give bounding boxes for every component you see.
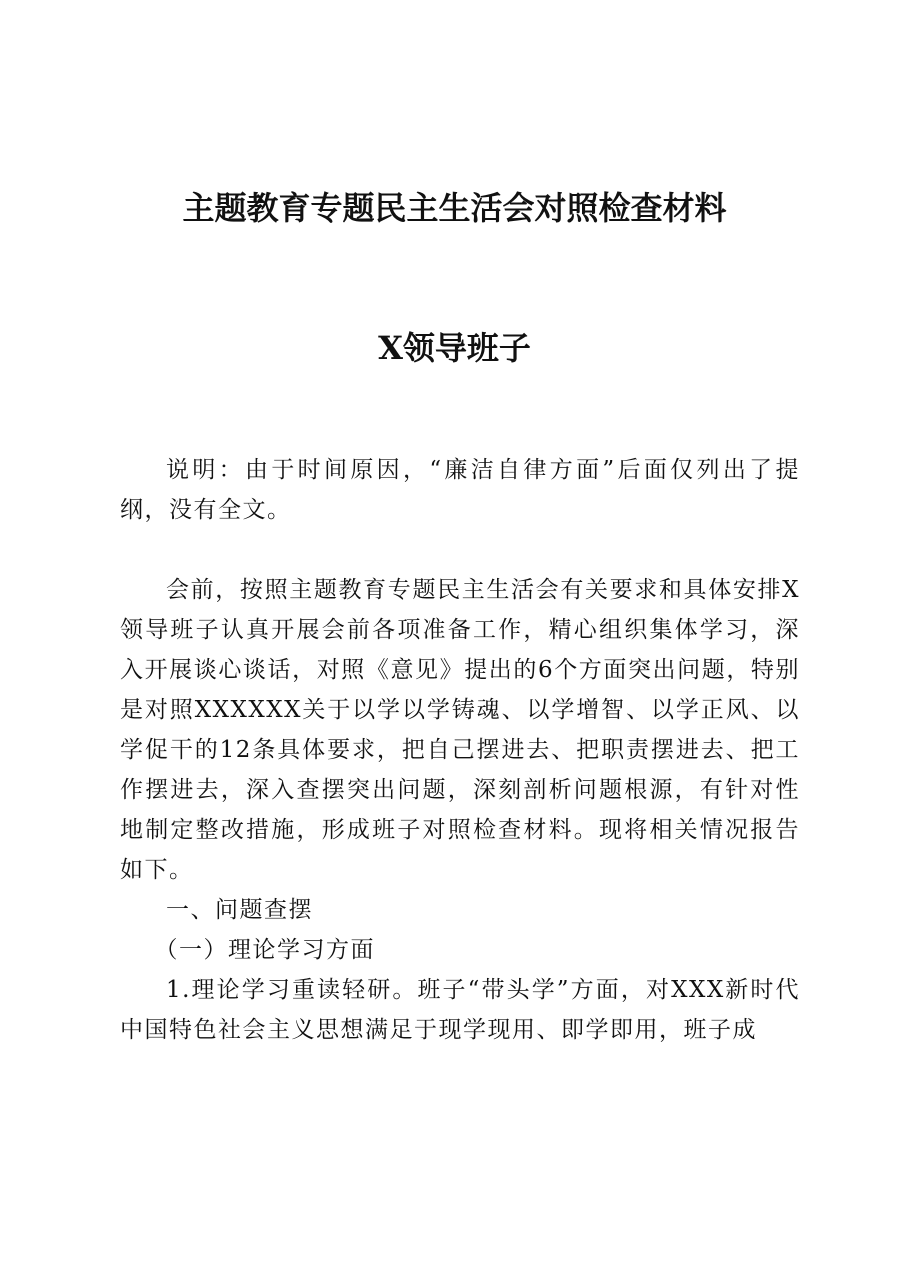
- subsection-heading: （一）理论学习方面: [154, 937, 375, 963]
- document-subtitle: X领导班子: [378, 329, 531, 367]
- document-body: [120, 450, 800, 1050]
- intro-paragraph: 会前，按照主题教育专题民主生活会有关要求和具体安排X领导班子认真开展会前各项准备工作，精心组织集体学习，深入开展谈心谈话，对照《意见》提出的6个方面突出问题，特别是对照XXXXXX关于以学以学铸魂、以学增智、以学正风、以学促干的12条具体要求，把自己摆进去、把职责摆进去、把工作摆进去，深入查摆突出问题，深刻剖析问题根源，有针对性地制定整改措施，形成班子对照检查材料。现将相关情况报告如下。: [120, 577, 800, 883]
- section-heading: 一、问题查摆: [166, 897, 313, 923]
- document-title: 主题教育专题民主生活会对照检查材料: [182, 189, 727, 227]
- item-paragraph: 1.理论学习重读轻研。班子“带头学”方面，对XXX新时代中国特色社会主义思想满足于现学现用、即学即用，班子成: [120, 977, 800, 1043]
- note-paragraph: 说明：由于时间原因，“廉洁自律方面”后面仅列出了提纲，没有全文。: [120, 457, 800, 523]
